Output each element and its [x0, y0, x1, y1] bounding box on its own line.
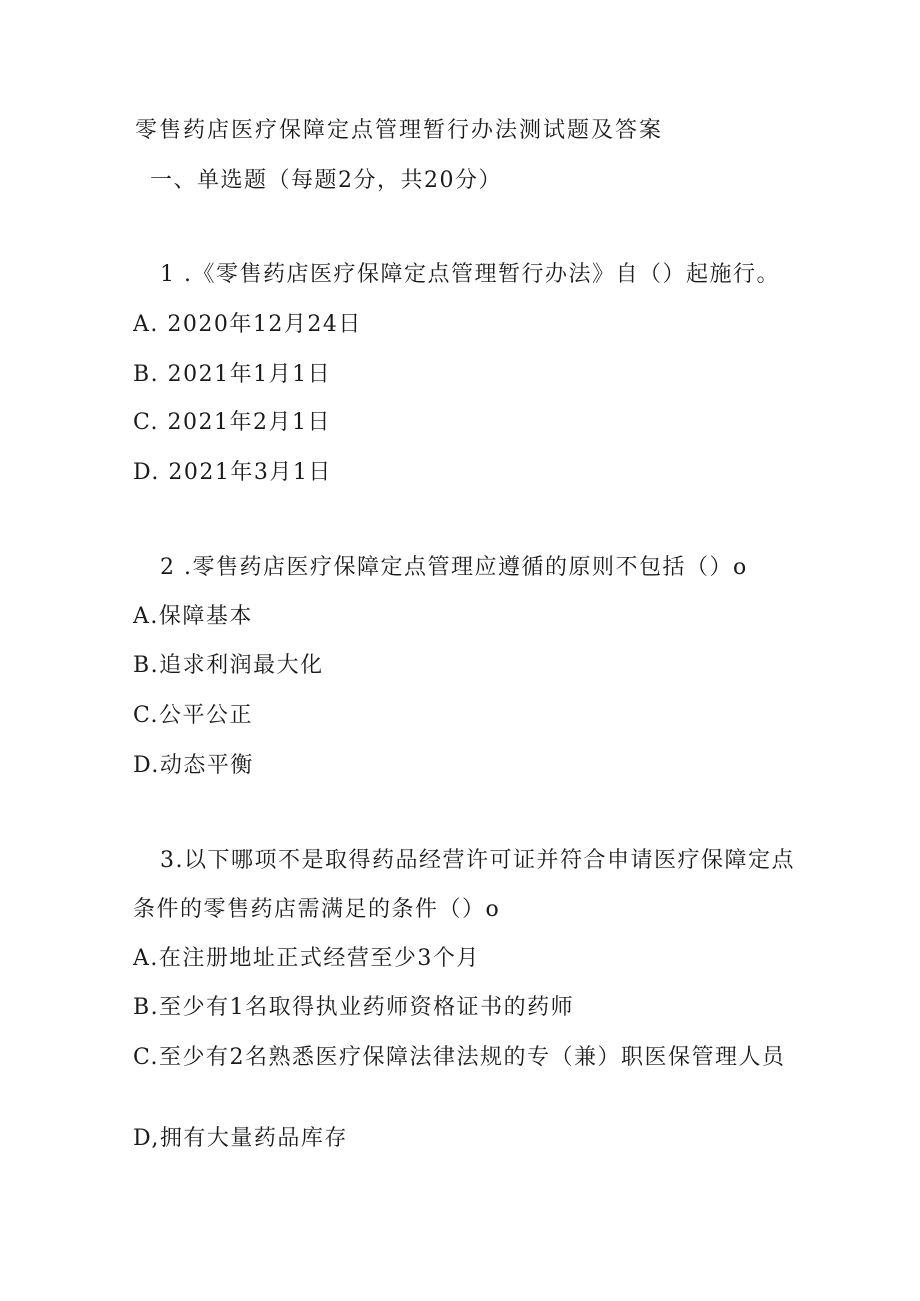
question-1-option-b: B. 2021年1月1日	[133, 362, 332, 387]
document-title: 零售药店医疗保障定点管理暂行办法测试题及答案	[135, 118, 664, 143]
question-1-option-d: D. 2021年3月1日	[133, 460, 332, 485]
question-1-option-a: A. 2020年12月24日	[133, 312, 362, 337]
question-1-stem: 1 .《零售药店医疗保障定点管理暂行办法》自（）起施行。	[160, 262, 780, 287]
question-3-stem-line-2: 条件的零售药店需满足的条件（）o	[133, 897, 501, 922]
section-heading: 一、单选题（每题2分，共20分）	[150, 168, 502, 193]
question-2-option-d: D.动态平衡	[133, 753, 254, 778]
question-2-option-c: C.公平公正	[133, 703, 254, 728]
question-3-option-d: D,拥有大量药品库存	[133, 1126, 348, 1151]
question-3-option-a: A.在注册地址正式经营至少3个月	[133, 946, 480, 971]
question-2-option-a: A.保障基本	[133, 604, 253, 629]
question-2-stem: 2 .零售药店医疗保障定点管理应遵循的原则不包括（）o	[160, 555, 748, 580]
question-3-option-b: B.至少有1名取得执业药师资格证书的药师	[133, 995, 575, 1020]
question-1-option-c: C. 2021年2月1日	[133, 410, 332, 435]
question-3-stem-line-1: 3.以下哪项不是取得药品经营许可证并符合申请医疗保障定点	[160, 848, 795, 873]
question-3-option-c: C.至少有2名熟悉医疗保障法律法规的专（兼）职医保管理人员	[133, 1045, 786, 1070]
question-2-option-b: B.追求利润最大化	[133, 653, 324, 678]
